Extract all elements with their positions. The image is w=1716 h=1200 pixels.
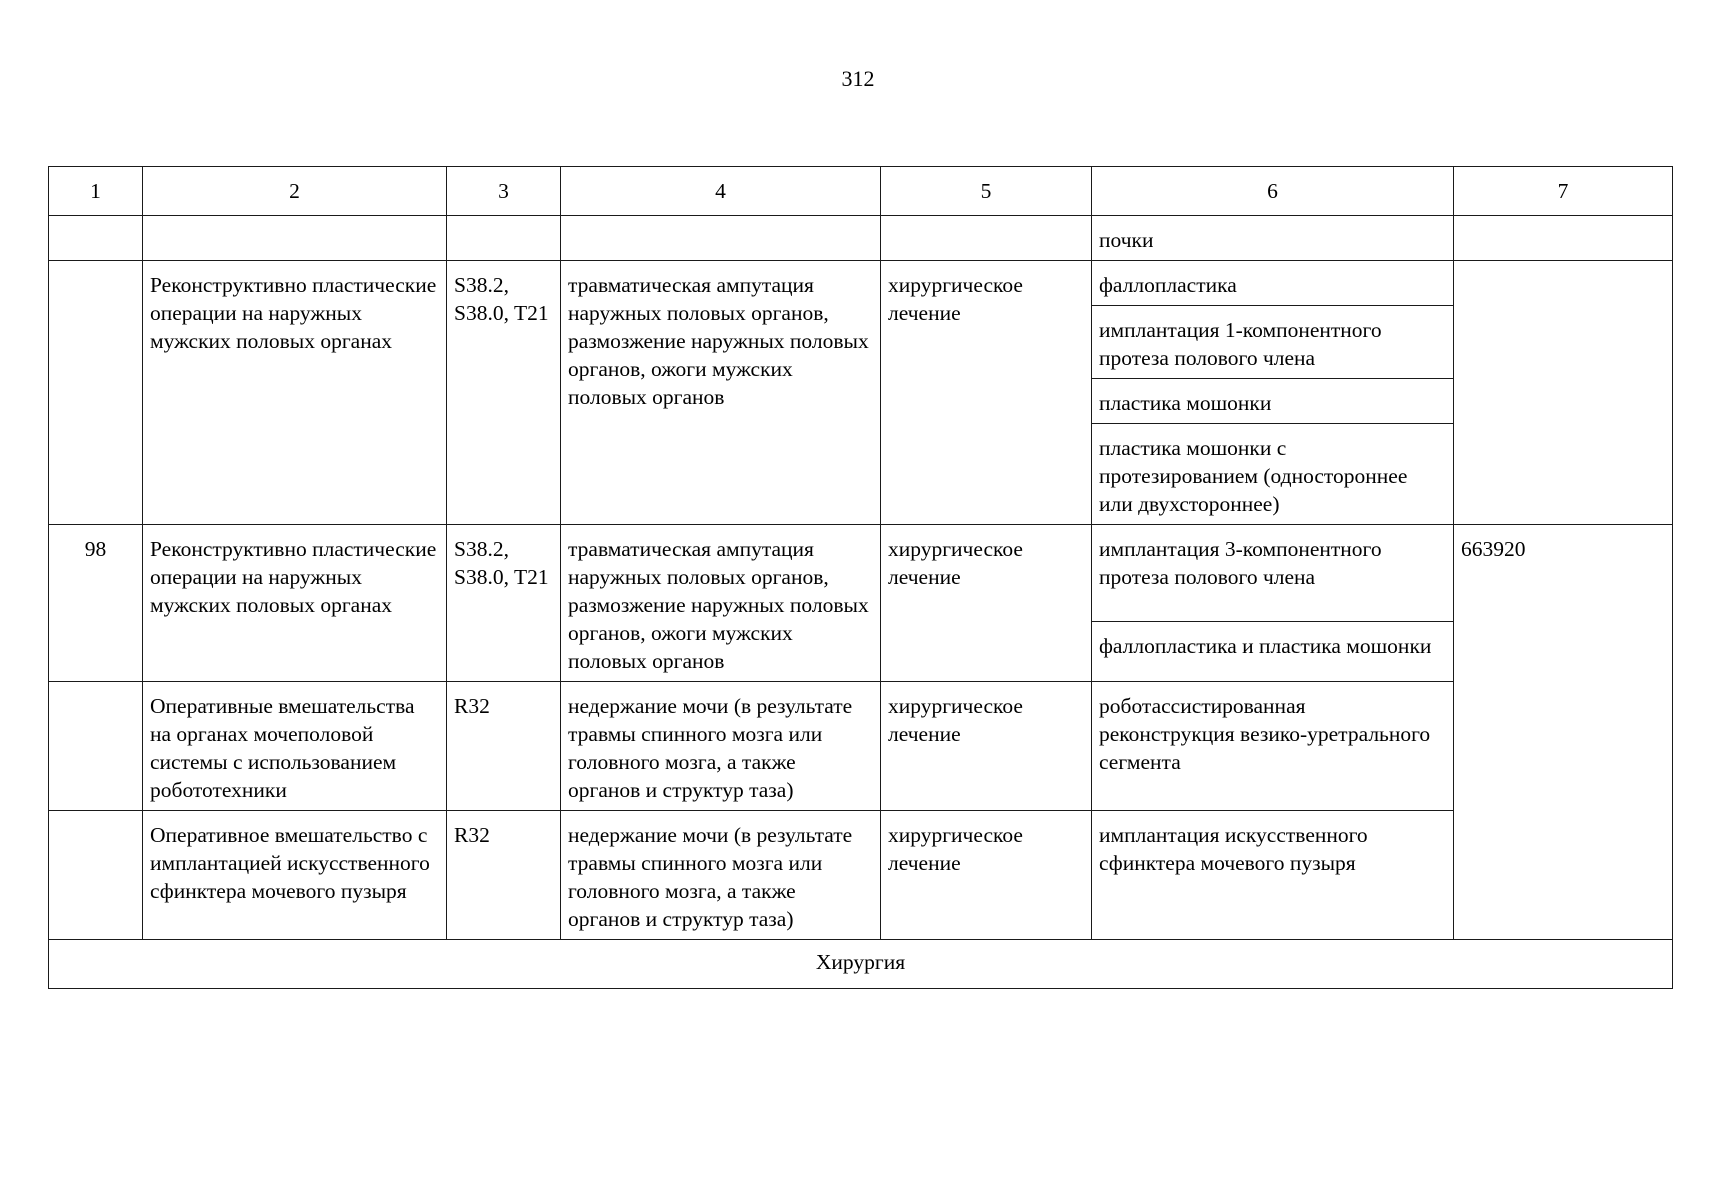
diagnosis-code-cell: R32 <box>447 811 561 940</box>
column-number-cell: 3 <box>447 167 561 216</box>
column-number-cell: 5 <box>881 167 1092 216</box>
empty-cell <box>447 216 561 261</box>
section-row <box>49 940 1673 989</box>
treatment-type-cell: хирургическое лечение <box>881 525 1092 682</box>
cost-cell: 663920 <box>1454 525 1673 940</box>
column-number-row <box>49 167 1673 216</box>
table-row <box>49 811 1673 940</box>
table-row <box>49 525 1673 622</box>
intervention-name-cell: Реконструктивно пластические операции на наружных мужских половых органах <box>143 525 447 682</box>
method-cell: роботассистированная реконструкция везико-уретрального сегмента <box>1092 682 1454 811</box>
empty-cell <box>1454 216 1673 261</box>
column-number-cell: 7 <box>1454 167 1673 216</box>
method-cell: пластика мошонки с протезированием (одностороннее или двухстороннее) <box>1092 424 1454 525</box>
empty-cell <box>49 216 143 261</box>
intervention-name-cell: Оперативные вмешательства на органах мочеполовой системы с использованием робототехники <box>143 682 447 811</box>
patient-model-cell: травматическая ампутация наружных половых органов, размозжение наружных половых органов, ожоги мужских половых органов <box>561 261 881 525</box>
patient-model-cell: недержание мочи (в результате травмы спинного мозга или головного мозга, а также органов и структур таза) <box>561 811 881 940</box>
patient-model-cell: недержание мочи (в результате травмы спинного мозга или головного мозга, а также органов и структур таза) <box>561 682 881 811</box>
method-cell: пластика мошонки <box>1092 379 1454 424</box>
patient-model-cell: травматическая ампутация наружных половых органов, размозжение наружных половых органов, ожоги мужских половых органов <box>561 525 881 682</box>
method-cell: почки <box>1092 216 1454 261</box>
medical-care-table <box>48 166 1673 989</box>
row-number-cell <box>49 682 143 811</box>
column-number-cell: 2 <box>143 167 447 216</box>
method-cell: фаллопластика и пластика мошонки <box>1092 622 1454 682</box>
diagnosis-code-cell: R32 <box>447 682 561 811</box>
method-cell: имплантация 3-компонентного протеза полового члена <box>1092 525 1454 622</box>
treatment-type-cell: хирургическое лечение <box>881 261 1092 525</box>
column-number-cell: 6 <box>1092 167 1454 216</box>
empty-cell <box>881 216 1092 261</box>
row-number-cell: 98 <box>49 525 143 682</box>
treatment-type-cell: хирургическое лечение <box>881 682 1092 811</box>
row-number-cell <box>49 811 143 940</box>
method-cell: имплантация искусственного сфинктера мочевого пузыря <box>1092 811 1454 940</box>
intervention-name-cell: Реконструктивно пластические операции на наружных мужских половых органах <box>143 261 447 525</box>
page-number: 312 <box>841 66 875 91</box>
section-title: Хирургия <box>49 940 1673 989</box>
treatment-type-cell: хирургическое лечение <box>881 811 1092 940</box>
method-cell: фаллопластика <box>1092 261 1454 306</box>
intervention-name-cell: Оперативное вмешательство с имплантацией искусственного сфинктера мочевого пузыря <box>143 811 447 940</box>
empty-cell <box>143 216 447 261</box>
column-number-cell: 4 <box>561 167 881 216</box>
row-number-cell <box>49 261 143 525</box>
method-cell: имплантация 1-компонентного протеза полового члена <box>1092 306 1454 379</box>
column-number-cell: 1 <box>49 167 143 216</box>
table-row <box>49 261 1673 306</box>
table-row <box>49 682 1673 811</box>
cost-cell <box>1454 261 1673 525</box>
diagnosis-code-cell: S38.2, S38.0, T21 <box>447 261 561 525</box>
diagnosis-code-cell: S38.2, S38.0, T21 <box>447 525 561 682</box>
continuation-row <box>49 216 1673 261</box>
empty-cell <box>561 216 881 261</box>
